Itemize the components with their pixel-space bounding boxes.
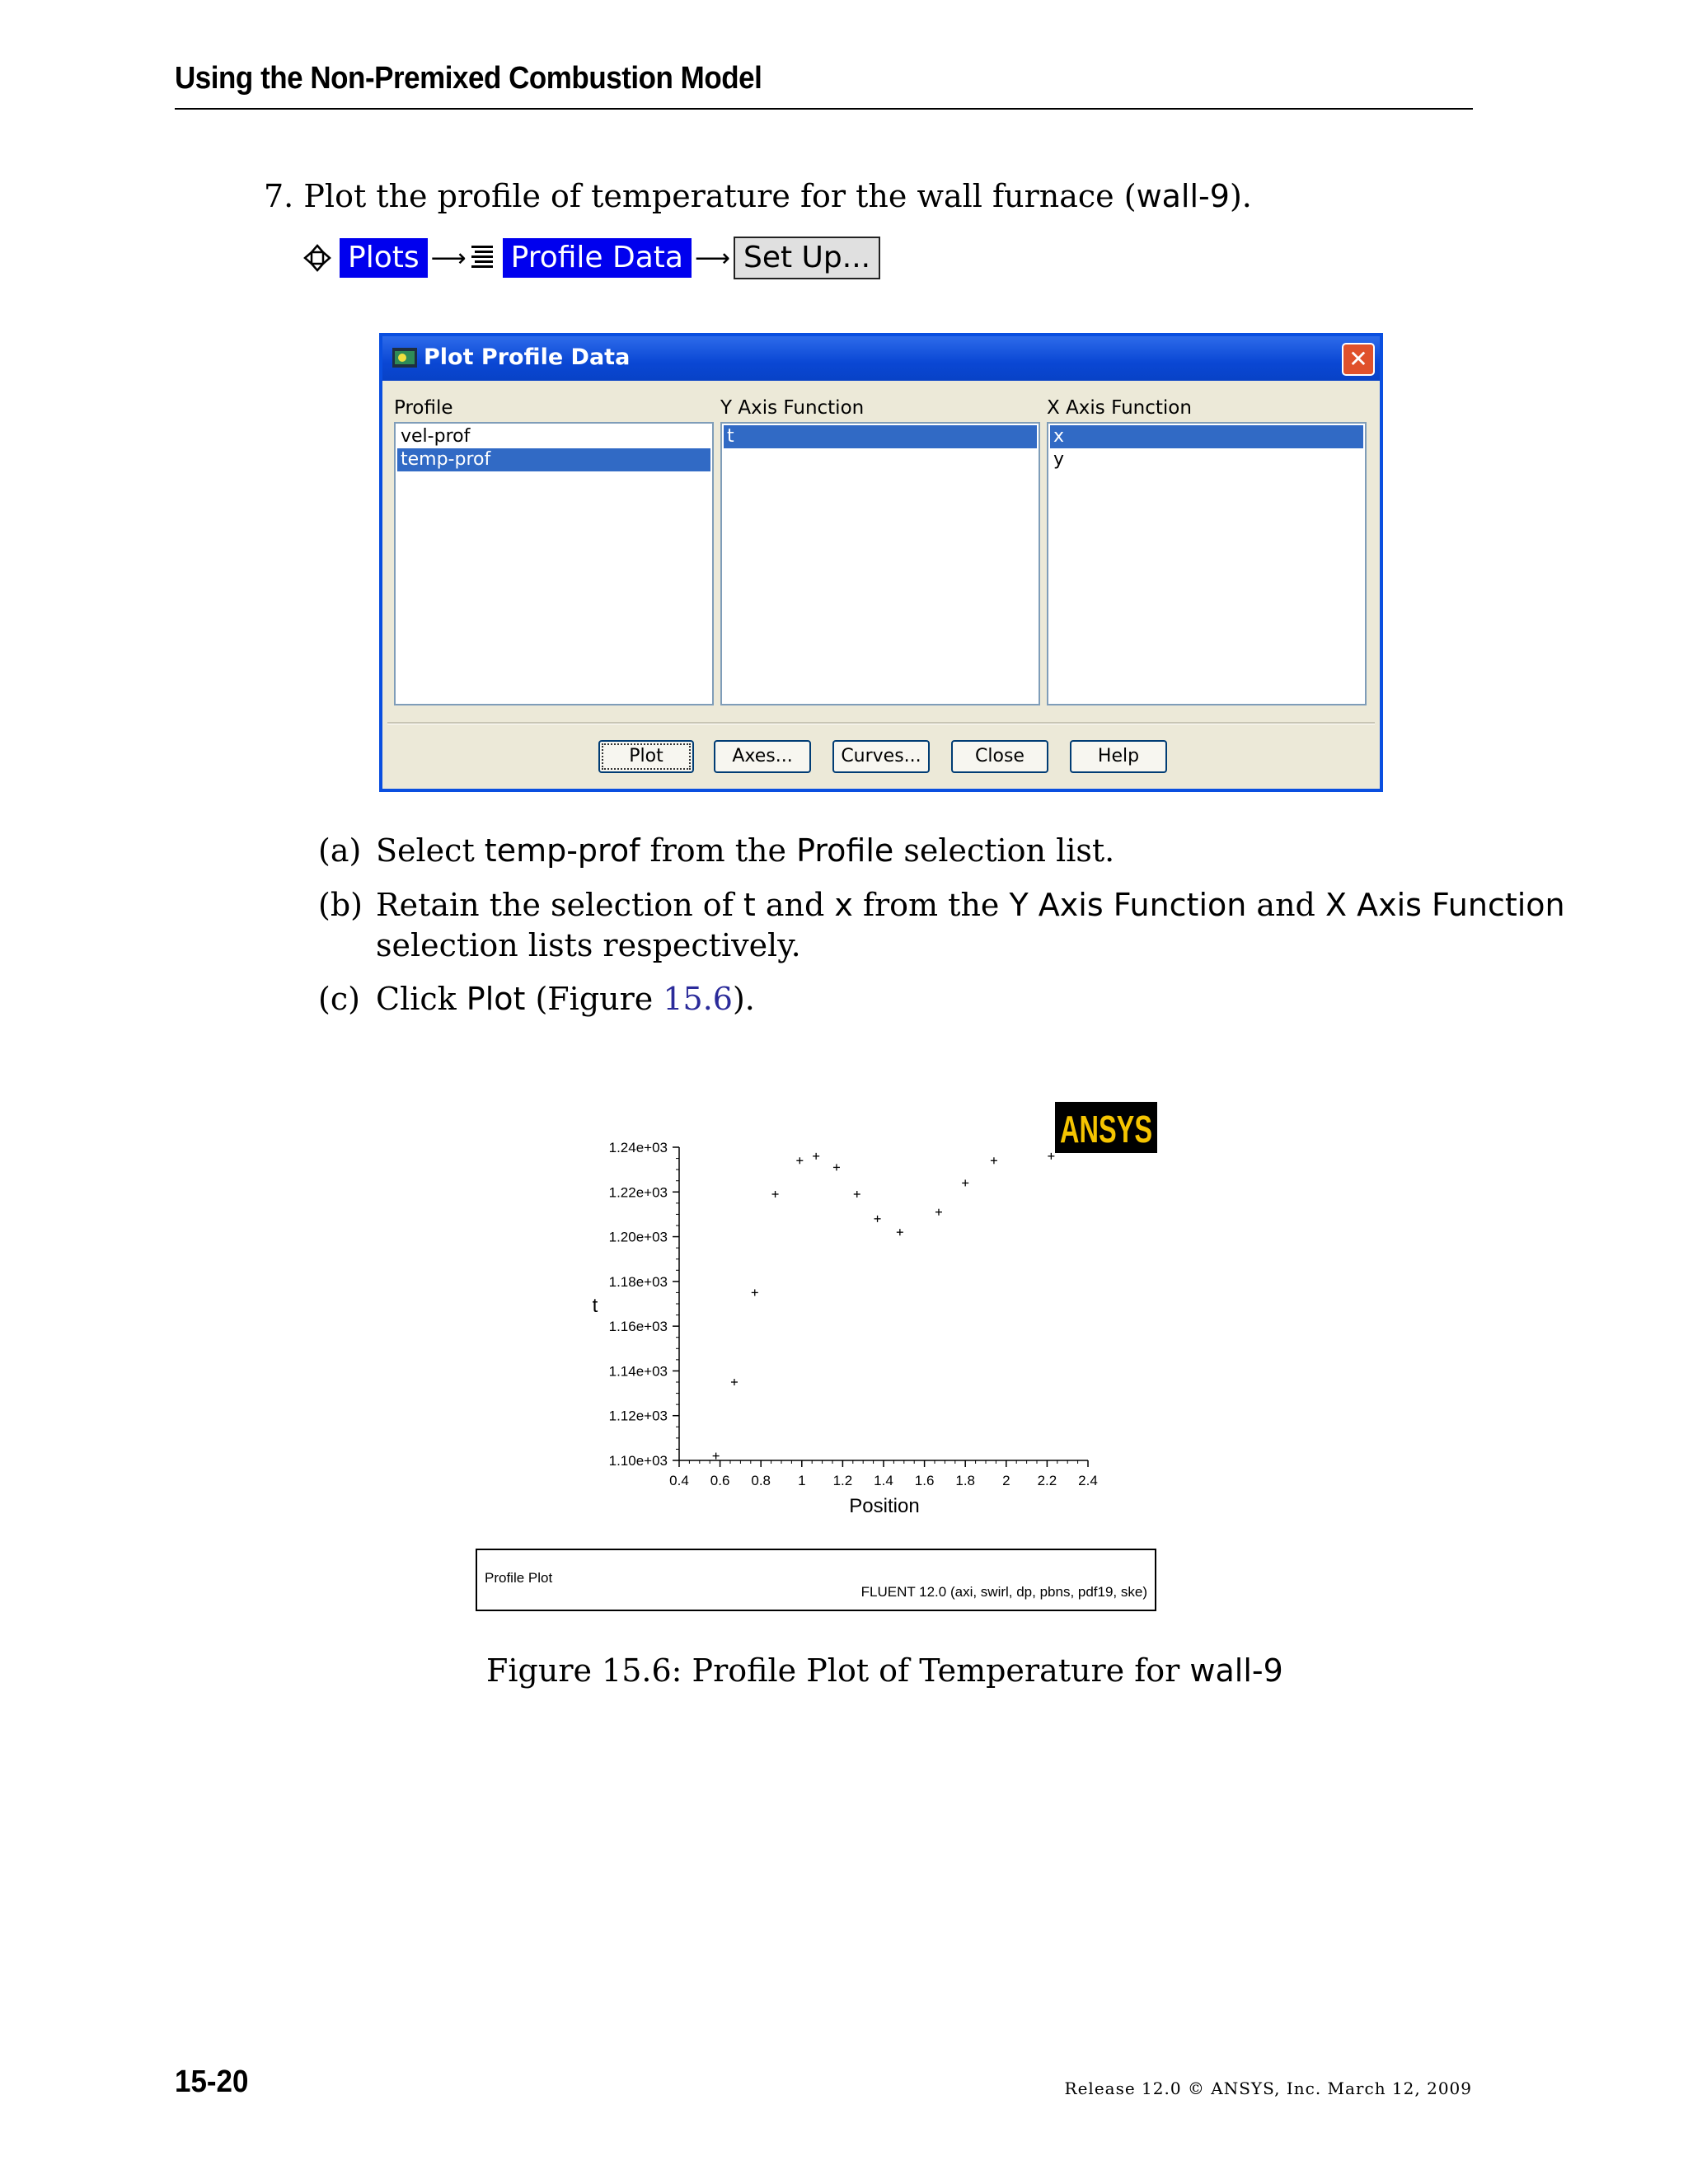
substep-b-label: (b) bbox=[318, 887, 363, 923]
y-axis-label: t bbox=[592, 1295, 598, 1317]
data-point bbox=[1048, 1153, 1054, 1160]
x-axis-function-label: X Axis Function bbox=[1047, 397, 1192, 419]
y-tick-label: 1.18e+03 bbox=[608, 1273, 668, 1290]
substep-b-line-2: selection lists respectively. bbox=[376, 927, 801, 963]
data-point bbox=[854, 1191, 860, 1197]
x-tick-label: 0.4 bbox=[669, 1473, 689, 1488]
data-point bbox=[874, 1216, 881, 1222]
x-axis-label: Position bbox=[849, 1495, 920, 1517]
x-tick-label: 2.4 bbox=[1078, 1473, 1098, 1488]
x-tick-label: 2 bbox=[1002, 1473, 1010, 1488]
y-tick-label: 1.24e+03 bbox=[608, 1140, 668, 1155]
substep-b-x: x bbox=[834, 887, 853, 923]
caption-text: Figure 15.6: Profile Plot of Temperature for bbox=[486, 1652, 1190, 1689]
help-button[interactable]: Help bbox=[1070, 740, 1167, 773]
step-number: 7. bbox=[264, 178, 294, 214]
ansys-logo bbox=[1055, 1102, 1157, 1153]
substep-a-text-2: from the bbox=[640, 832, 797, 869]
data-point bbox=[991, 1157, 997, 1164]
substep-b-t: t bbox=[743, 887, 756, 923]
substep-b-text-3: from the bbox=[852, 887, 1010, 923]
step-wall-name: wall-9 bbox=[1136, 178, 1230, 214]
nav-arrow: ⟶ bbox=[430, 243, 467, 273]
substep-c-text-3: ). bbox=[732, 981, 755, 1017]
x-tick-label: 1.2 bbox=[832, 1473, 853, 1488]
caption-wall-name: wall-9 bbox=[1189, 1652, 1283, 1689]
x-axis-item-x[interactable]: x bbox=[1050, 425, 1363, 448]
plot-info-box bbox=[476, 1549, 1156, 1610]
substep-b-y-axis-function: Y Axis Function bbox=[1009, 887, 1247, 923]
substep-b-text-1: Retain the selection of bbox=[376, 887, 743, 923]
figure-caption bbox=[486, 1652, 1283, 1689]
data-point bbox=[772, 1191, 779, 1197]
y-tick-label: 1.14e+03 bbox=[608, 1363, 668, 1380]
data-point bbox=[796, 1157, 803, 1164]
data-point bbox=[897, 1229, 903, 1235]
plot-points bbox=[713, 1153, 1055, 1460]
dialog-title: Plot Profile Data bbox=[424, 344, 631, 370]
x-tick-label: 1.8 bbox=[955, 1473, 976, 1488]
substep-c-plot: Plot bbox=[466, 981, 526, 1017]
data-point bbox=[731, 1379, 738, 1385]
substep-c-text-2: (Figure bbox=[525, 981, 663, 1017]
substep-a-temp-prof: temp-prof bbox=[484, 832, 640, 869]
x-tick-label: 1 bbox=[798, 1473, 806, 1488]
plot-button[interactable]: Plot bbox=[598, 740, 694, 773]
x-tick-label: 1.6 bbox=[914, 1473, 935, 1488]
data-point bbox=[962, 1179, 968, 1186]
data-point bbox=[935, 1209, 942, 1216]
nav-profile-data[interactable]: Profile Data bbox=[503, 238, 692, 278]
substep-c-text-1: Click bbox=[376, 981, 467, 1017]
nav-plots[interactable]: Plots bbox=[340, 238, 428, 278]
data-point bbox=[833, 1164, 840, 1170]
data-point bbox=[713, 1453, 720, 1460]
substep-b-text-4: and bbox=[1246, 887, 1325, 923]
nav-setup-button[interactable]: Set Up... bbox=[734, 237, 880, 279]
ansys-logo-text: ANSYS bbox=[1060, 1108, 1152, 1151]
info-box-left-text: Profile Plot bbox=[485, 1570, 553, 1586]
x-axis-item-y[interactable]: y bbox=[1053, 449, 1065, 470]
y-axis-item-t[interactable]: t bbox=[724, 425, 1037, 448]
nav-arrow-2: ⟶ bbox=[694, 243, 730, 273]
substep-a-profile: Profile bbox=[796, 832, 894, 869]
y-tick-label: 1.12e+03 bbox=[608, 1408, 668, 1424]
substep-b-text-2: and bbox=[755, 887, 835, 923]
dialog-close-icon[interactable]: ✕ bbox=[1342, 343, 1375, 376]
info-box-right-text: FLUENT 12.0 (axi, swirl, dp, pbns, pdf19, ske) bbox=[860, 1584, 1147, 1600]
substep-a-text-3: selection list. bbox=[893, 832, 1115, 869]
data-point bbox=[813, 1153, 819, 1160]
profile-item-temp-prof[interactable]: temp-prof bbox=[397, 448, 710, 471]
x-tick-label: 0.8 bbox=[751, 1473, 771, 1488]
substep-c-label: (c) bbox=[318, 981, 360, 1017]
running-header: Using the Non-Premixed Combustion Model bbox=[175, 61, 762, 96]
x-tick-label: 1.4 bbox=[874, 1473, 893, 1488]
release-footer: Release 12.0 © ANSYS, Inc. March 12, 2009 bbox=[1064, 2079, 1472, 2098]
x-tick-label: 0.6 bbox=[710, 1473, 730, 1488]
data-point bbox=[752, 1289, 758, 1296]
close-button[interactable]: Close bbox=[951, 740, 1048, 773]
y-tick-label: 1.20e+03 bbox=[608, 1229, 668, 1245]
y-tick-label: 1.16e+03 bbox=[608, 1319, 668, 1335]
substep-a-label: (a) bbox=[318, 832, 362, 869]
curves-button[interactable]: Curves... bbox=[832, 740, 930, 773]
x-tick-label: 2.2 bbox=[1037, 1473, 1057, 1488]
plot-axes bbox=[609, 1140, 1098, 1488]
y-tick-label: 1.22e+03 bbox=[608, 1184, 668, 1201]
y-tick-label: 1.10e+03 bbox=[608, 1453, 668, 1469]
profile-item-vel-prof[interactable]: vel-prof bbox=[401, 426, 471, 447]
axes-button[interactable]: Axes... bbox=[714, 740, 811, 773]
substep-b-x-axis-function: X Axis Function bbox=[1325, 887, 1565, 923]
figure-reference-link[interactable]: 15.6 bbox=[663, 981, 733, 1017]
substep-a-text-1: Select bbox=[376, 832, 485, 869]
y-axis-function-label: Y Axis Function bbox=[720, 397, 865, 419]
page-number: 15-20 bbox=[175, 2064, 249, 2099]
step-text-before: Plot the profile of temperature for the wall furnace ( bbox=[303, 178, 1137, 214]
step-text-after: ). bbox=[1229, 178, 1252, 214]
profile-label: Profile bbox=[394, 397, 453, 419]
